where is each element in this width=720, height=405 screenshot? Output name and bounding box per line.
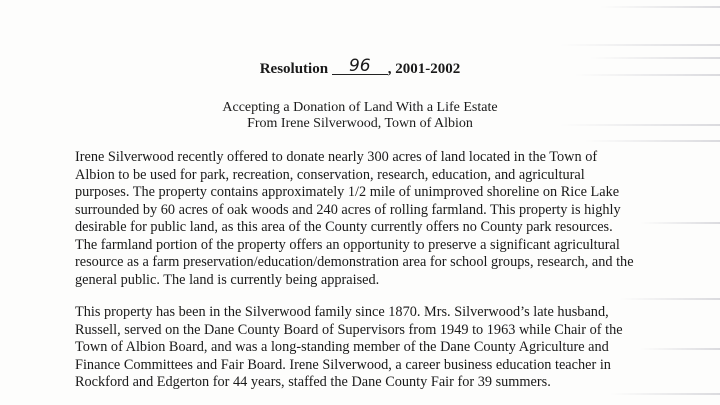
- bleed-through-line: [560, 44, 720, 46]
- resolution-number-handwritten: 96: [332, 58, 388, 75]
- paragraph-donation: [75, 149, 720, 289]
- title-line-2: From Irene Silverwood, Town of Albion: [247, 116, 473, 131]
- title-line-1: Accepting a Donation of Land With a Life Estate: [222, 100, 498, 115]
- paragraph-line: Rockford and Edgerton for 44 years, staffed the Dane County Fair for 39 summers.: [75, 374, 551, 390]
- bleed-through-line: [585, 140, 720, 142]
- paragraph-line: Albion to be used for park, recreation, conservation, research, education, and agricultural: [75, 166, 585, 183]
- bleed-through-line: [600, 6, 720, 8]
- resolution-heading: [0, 56, 720, 78]
- paragraph-line: Finance Committees and Fair Board. Irene Silverwood, a career business education teacher in: [75, 356, 611, 373]
- paragraph-family-history: [75, 304, 720, 392]
- paragraph-line: desirable for public land, as this area of the County currently offers no County park resources.: [75, 219, 613, 235]
- resolution-label: Resolution: [259, 61, 329, 77]
- bleed-through-line: [620, 298, 720, 300]
- paragraph-line: Russell, served on the Dane County Board of Supervisors from 1949 to 1963 while Chair of the: [75, 321, 623, 338]
- paragraph-line: Irene Silverwood recently offered to donate nearly 300 acres of land located in the Town of: [75, 149, 598, 165]
- paragraph-line: The farmland portion of the property offers an opportunity to preserve a significant agricultural: [75, 236, 620, 253]
- resolution-year: , 2001-2002: [387, 61, 461, 77]
- bleed-through-line: [590, 57, 720, 59]
- bleed-through-line: [610, 393, 720, 395]
- paragraph-line: Town of Albion Board, and was a long-standing member of the Dane County Agriculture and: [75, 339, 609, 355]
- paragraph-line: This property has been in the Silverwood family since 1870. Mrs. Silverwood’s late husband,: [75, 304, 609, 320]
- paragraph-line: purposes. The property contains approximately 1/2 mile of unimproved shoreline on Rice Lake: [75, 184, 620, 200]
- paragraph-line: surrounded by 60 acres of oak woods and 240 acres of rolling farmland. This property is highly: [75, 201, 621, 218]
- paragraph-line: resource as a farm preservation/education/demonstration area for school groups, research, and the: [75, 254, 634, 270]
- paragraph-line: general public. The land is currently being appraised.: [75, 271, 380, 288]
